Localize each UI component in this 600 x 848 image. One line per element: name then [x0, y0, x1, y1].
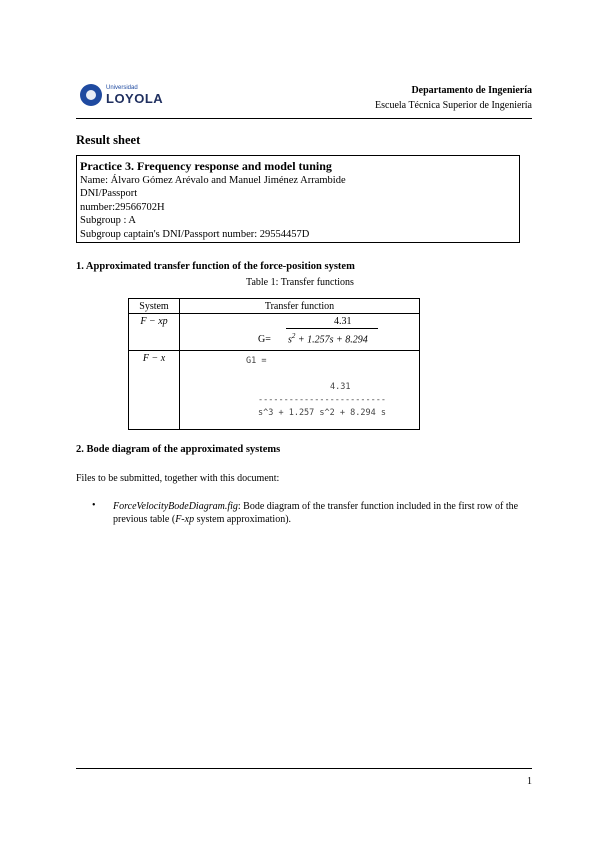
transfer-function-cell: [180, 314, 420, 351]
university-logo: [80, 84, 163, 106]
section-1-heading: 1. Approximated transfer function of the force-position system: [76, 261, 355, 272]
tf-numerator: 4.31: [334, 316, 352, 327]
file-name: ForceVelocityBodeDiagram.fig: [113, 501, 238, 512]
subgroup: Subgroup : A: [80, 215, 137, 227]
code-line: -------------------------: [258, 395, 386, 405]
system-cell: F − xp: [129, 314, 180, 351]
page-number: 1: [527, 776, 532, 787]
bullet-marker: •: [92, 500, 96, 511]
logo-small-text: Universidad: [106, 85, 138, 91]
table-caption: Table 1: Transfer functions: [246, 277, 354, 288]
system-cell: F − x: [129, 351, 180, 430]
footer-divider: [76, 768, 532, 769]
transfer-function-cell: [180, 351, 420, 430]
logo-emblem-icon: [80, 84, 102, 106]
info-box: [76, 155, 520, 243]
section-2-heading: 2. Bode diagram of the approximated systems: [76, 444, 281, 455]
result-sheet-title: Result sheet: [76, 133, 141, 147]
code-line: s^3 + 1.257 s^2 + 8.294 s: [258, 408, 386, 418]
fraction-line: [286, 328, 378, 329]
table-header-transfer-function: Transfer function: [180, 299, 420, 314]
captain-dni: Subgroup captain's DNI/Passport number: 29554457D: [80, 228, 310, 240]
tf-denominator: $s^2 + 1.257s + 8.294$: [288, 332, 368, 346]
table-row: [129, 314, 420, 351]
table-header-system: System: [129, 299, 180, 314]
school-name: Escuela Técnica Superior de Ingeniería: [375, 100, 532, 111]
transfer-function-table: [128, 298, 420, 430]
code-line: G1 =: [246, 356, 267, 366]
student-names: Name: Álvaro Gómez Arévalo and Manuel Jiménez Arrambide: [80, 175, 346, 186]
files-intro: Files to be submitted, together with this document:: [76, 473, 280, 484]
logo-big-text: LOYOLA: [106, 91, 164, 106]
table-row: [129, 351, 420, 430]
header-divider: [76, 118, 532, 119]
code-line: 4.31: [330, 382, 351, 392]
g-equals: G=: [258, 334, 271, 345]
dni-label: DNI/Passport: [80, 188, 138, 200]
bullet-item: ForceVelocityBodeDiagram.fig: Bode diagram of the transfer function included in the first row of the previous table (F-xp system approximation).: [113, 501, 519, 525]
practice-title: Practice 3. Frequency response and model tuning: [80, 159, 332, 173]
dni-number: number:29566702H: [80, 201, 165, 213]
department-name: Departamento de Ingeniería: [411, 85, 532, 96]
